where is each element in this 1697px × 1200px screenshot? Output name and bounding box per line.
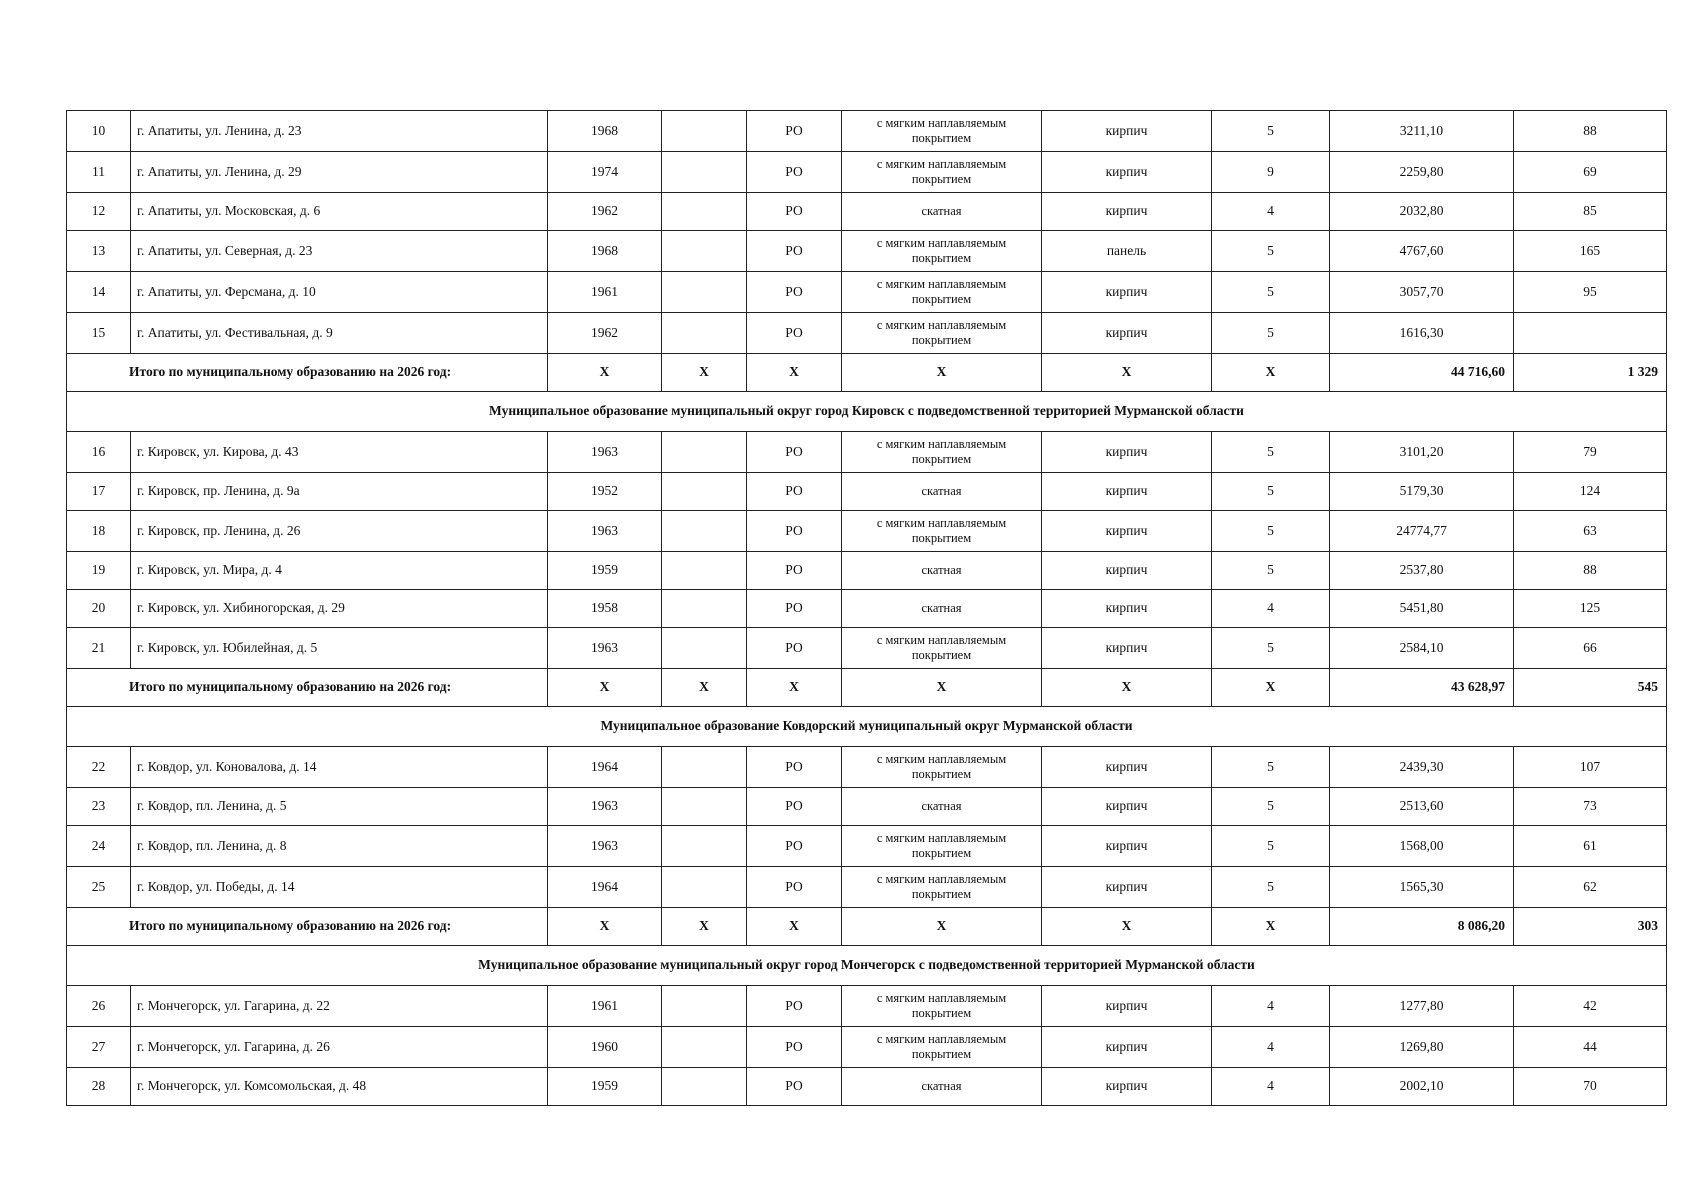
build-year-cell: 1952 [548, 473, 662, 511]
wall-material-cell: кирпич [1042, 552, 1212, 590]
table-row [67, 788, 1667, 826]
extra-cell-cell [662, 272, 747, 313]
total-x-mark-cell: X [747, 669, 842, 707]
residents-cell: 44 [1514, 1027, 1667, 1068]
ro-mark-cell: РО [747, 313, 842, 354]
total-x-mark-cell: X [842, 669, 1042, 707]
floors-cell: 5 [1212, 313, 1330, 354]
municipality-heading-cell: Муниципальное образование муниципальный округ город Кировск с подведомственной территорией Мурманской области [67, 392, 1667, 432]
wall-material-cell: кирпич [1042, 747, 1212, 788]
address-cell: г. Кировск, пр. Ленина, д. 9а [131, 473, 548, 511]
address-cell: г. Апатиты, ул. Ленина, д. 23 [131, 111, 548, 152]
total-x-mark-cell: X [548, 669, 662, 707]
address-cell: г. Кировск, пр. Ленина, д. 26 [131, 511, 548, 552]
total-x-mark-cell: X [662, 669, 747, 707]
residents-cell: 88 [1514, 552, 1667, 590]
residents-cell: 69 [1514, 152, 1667, 193]
municipality-heading-row [67, 946, 1667, 986]
ro-mark-cell: РО [747, 272, 842, 313]
ro-mark-cell: РО [747, 1068, 842, 1106]
area-cell: 5451,80 [1330, 590, 1514, 628]
roof-type-cell: скатная [842, 590, 1042, 628]
floors-cell: 5 [1212, 826, 1330, 867]
row-number-cell: 14 [67, 272, 131, 313]
wall-material-cell: кирпич [1042, 432, 1212, 473]
residents-cell: 66 [1514, 628, 1667, 669]
row-number-cell: 16 [67, 432, 131, 473]
row-number-cell: 20 [67, 590, 131, 628]
ro-mark-cell: РО [747, 193, 842, 231]
roof-type-cell: с мягким наплавляемым покрытием [842, 986, 1042, 1027]
table-row [67, 313, 1667, 354]
row-number-cell: 10 [67, 111, 131, 152]
wall-material-cell: кирпич [1042, 272, 1212, 313]
row-number-cell: 13 [67, 231, 131, 272]
municipality-total-row [67, 669, 1667, 707]
ro-mark-cell: РО [747, 511, 842, 552]
extra-cell-cell [662, 511, 747, 552]
residents-cell: 124 [1514, 473, 1667, 511]
extra-cell-cell [662, 826, 747, 867]
floors-cell: 4 [1212, 590, 1330, 628]
table-row [67, 1068, 1667, 1106]
total-area-cell: 8 086,20 [1330, 908, 1514, 946]
table-row [67, 986, 1667, 1027]
area-cell: 1565,30 [1330, 867, 1514, 908]
total-x-mark-cell: X [662, 908, 747, 946]
build-year-cell: 1962 [548, 313, 662, 354]
total-residents-cell: 1 329 [1514, 354, 1667, 392]
table-row [67, 628, 1667, 669]
area-cell: 1616,30 [1330, 313, 1514, 354]
extra-cell-cell [662, 152, 747, 193]
wall-material-cell: кирпич [1042, 193, 1212, 231]
area-cell: 1277,80 [1330, 986, 1514, 1027]
floors-cell: 4 [1212, 1068, 1330, 1106]
build-year-cell: 1961 [548, 272, 662, 313]
roof-type-cell: скатная [842, 788, 1042, 826]
address-cell: г. Ковдор, пл. Ленина, д. 5 [131, 788, 548, 826]
extra-cell-cell [662, 432, 747, 473]
roof-type-cell: с мягким наплавляемым покрытием [842, 231, 1042, 272]
wall-material-cell: панель [1042, 231, 1212, 272]
residents-cell: 88 [1514, 111, 1667, 152]
row-number-cell: 18 [67, 511, 131, 552]
row-number-cell: 25 [67, 867, 131, 908]
total-x-mark-cell: X [548, 354, 662, 392]
area-cell: 3101,20 [1330, 432, 1514, 473]
roof-type-cell: с мягким наплавляемым покрытием [842, 826, 1042, 867]
extra-cell-cell [662, 1027, 747, 1068]
roof-type-cell: с мягким наплавляемым покрытием [842, 272, 1042, 313]
wall-material-cell: кирпич [1042, 511, 1212, 552]
row-number-cell: 22 [67, 747, 131, 788]
ro-mark-cell: РО [747, 788, 842, 826]
extra-cell-cell [662, 231, 747, 272]
address-cell: г. Кировск, ул. Мира, д. 4 [131, 552, 548, 590]
residents-cell: 61 [1514, 826, 1667, 867]
area-cell: 2513,60 [1330, 788, 1514, 826]
ro-mark-cell: РО [747, 986, 842, 1027]
floors-cell: 5 [1212, 473, 1330, 511]
extra-cell-cell [662, 1068, 747, 1106]
roof-type-cell: скатная [842, 552, 1042, 590]
floors-cell: 5 [1212, 231, 1330, 272]
floors-cell: 4 [1212, 986, 1330, 1027]
floors-cell: 4 [1212, 1027, 1330, 1068]
residents-cell: 70 [1514, 1068, 1667, 1106]
ro-mark-cell: РО [747, 590, 842, 628]
area-cell: 2259,80 [1330, 152, 1514, 193]
address-cell: г. Мончегорск, ул. Гагарина, д. 26 [131, 1027, 548, 1068]
area-cell: 2584,10 [1330, 628, 1514, 669]
row-number-cell: 28 [67, 1068, 131, 1106]
extra-cell-cell [662, 788, 747, 826]
row-number-cell: 24 [67, 826, 131, 867]
roof-type-cell: с мягким наплавляемым покрытием [842, 152, 1042, 193]
residents-cell: 107 [1514, 747, 1667, 788]
build-year-cell: 1974 [548, 152, 662, 193]
residents-cell: 85 [1514, 193, 1667, 231]
wall-material-cell: кирпич [1042, 473, 1212, 511]
area-cell: 2439,30 [1330, 747, 1514, 788]
roof-type-cell: с мягким наплавляемым покрытием [842, 747, 1042, 788]
wall-material-cell: кирпич [1042, 313, 1212, 354]
roof-type-cell: с мягким наплавляемым покрытием [842, 313, 1042, 354]
roof-type-cell: с мягким наплавляемым покрытием [842, 511, 1042, 552]
area-cell: 24774,77 [1330, 511, 1514, 552]
residents-cell: 95 [1514, 272, 1667, 313]
residents-cell: 79 [1514, 432, 1667, 473]
floors-cell: 5 [1212, 628, 1330, 669]
ro-mark-cell: РО [747, 628, 842, 669]
residents-cell: 63 [1514, 511, 1667, 552]
total-x-mark-cell: X [1212, 908, 1330, 946]
area-cell: 3057,70 [1330, 272, 1514, 313]
municipality-heading-row [67, 392, 1667, 432]
address-cell: г. Кировск, ул. Кирова, д. 43 [131, 432, 548, 473]
address-cell: г. Апатиты, ул. Фестивальная, д. 9 [131, 313, 548, 354]
address-cell: г. Апатиты, ул. Московская, д. 6 [131, 193, 548, 231]
wall-material-cell: кирпич [1042, 1027, 1212, 1068]
floors-cell: 5 [1212, 747, 1330, 788]
total-residents-cell: 303 [1514, 908, 1667, 946]
ro-mark-cell: РО [747, 552, 842, 590]
residents-cell: 42 [1514, 986, 1667, 1027]
area-cell: 5179,30 [1330, 473, 1514, 511]
build-year-cell: 1964 [548, 747, 662, 788]
total-x-mark-cell: X [747, 908, 842, 946]
address-cell: г. Апатиты, ул. Ферсмана, д. 10 [131, 272, 548, 313]
roof-type-cell: скатная [842, 193, 1042, 231]
ro-mark-cell: РО [747, 867, 842, 908]
address-cell: г. Кировск, ул. Юбилейная, д. 5 [131, 628, 548, 669]
build-year-cell: 1958 [548, 590, 662, 628]
municipality-heading-cell: Муниципальное образование муниципальный округ город Мончегорск с подведомственной территорией Мурманской области [67, 946, 1667, 986]
wall-material-cell: кирпич [1042, 1068, 1212, 1106]
municipality-total-row [67, 354, 1667, 392]
table-row [67, 193, 1667, 231]
residents-cell: 125 [1514, 590, 1667, 628]
total-label-cell: Итого по муниципальному образованию на 2026 год: [67, 354, 548, 392]
wall-material-cell: кирпич [1042, 788, 1212, 826]
row-number-cell: 21 [67, 628, 131, 669]
build-year-cell: 1962 [548, 193, 662, 231]
total-x-mark-cell: X [548, 908, 662, 946]
address-cell: г. Апатиты, ул. Ленина, д. 29 [131, 152, 548, 193]
table-row [67, 826, 1667, 867]
roof-type-cell: с мягким наплавляемым покрытием [842, 111, 1042, 152]
build-year-cell: 1964 [548, 867, 662, 908]
area-cell: 1568,00 [1330, 826, 1514, 867]
wall-material-cell: кирпич [1042, 111, 1212, 152]
ro-mark-cell: РО [747, 747, 842, 788]
roof-type-cell: с мягким наплавляемым покрытием [842, 432, 1042, 473]
wall-material-cell: кирпич [1042, 986, 1212, 1027]
address-cell: г. Кировск, ул. Хибиногорская, д. 29 [131, 590, 548, 628]
total-x-mark-cell: X [842, 354, 1042, 392]
build-year-cell: 1961 [548, 986, 662, 1027]
address-cell: г. Мончегорск, ул. Гагарина, д. 22 [131, 986, 548, 1027]
roof-type-cell: с мягким наплавляемым покрытием [842, 867, 1042, 908]
address-cell: г. Апатиты, ул. Северная, д. 23 [131, 231, 548, 272]
floors-cell: 5 [1212, 511, 1330, 552]
extra-cell-cell [662, 473, 747, 511]
municipality-total-row [67, 908, 1667, 946]
wall-material-cell: кирпич [1042, 826, 1212, 867]
build-year-cell: 1968 [548, 231, 662, 272]
table-row [67, 272, 1667, 313]
extra-cell-cell [662, 986, 747, 1027]
row-number-cell: 19 [67, 552, 131, 590]
extra-cell-cell [662, 552, 747, 590]
area-cell: 4767,60 [1330, 231, 1514, 272]
total-label-cell: Итого по муниципальному образованию на 2026 год: [67, 908, 548, 946]
row-number-cell: 26 [67, 986, 131, 1027]
roof-type-cell: скатная [842, 1068, 1042, 1106]
wall-material-cell: кирпич [1042, 590, 1212, 628]
area-cell: 3211,10 [1330, 111, 1514, 152]
residents-cell: 73 [1514, 788, 1667, 826]
build-year-cell: 1968 [548, 111, 662, 152]
build-year-cell: 1963 [548, 511, 662, 552]
municipality-heading-row [67, 707, 1667, 747]
table-row [67, 552, 1667, 590]
residents-cell: 165 [1514, 231, 1667, 272]
floors-cell: 5 [1212, 867, 1330, 908]
extra-cell-cell [662, 193, 747, 231]
table-row [67, 473, 1667, 511]
address-cell: г. Ковдор, ул. Коновалова, д. 14 [131, 747, 548, 788]
area-cell: 2537,80 [1330, 552, 1514, 590]
row-number-cell: 11 [67, 152, 131, 193]
extra-cell-cell [662, 313, 747, 354]
total-x-mark-cell: X [1212, 354, 1330, 392]
total-label-cell: Итого по муниципальному образованию на 2026 год: [67, 669, 548, 707]
table-row [67, 867, 1667, 908]
row-number-cell: 17 [67, 473, 131, 511]
table-row [67, 432, 1667, 473]
total-x-mark-cell: X [1042, 908, 1212, 946]
total-x-mark-cell: X [1212, 669, 1330, 707]
roof-type-cell: с мягким наплавляемым покрытием [842, 628, 1042, 669]
residents-cell [1514, 313, 1667, 354]
total-x-mark-cell: X [1042, 354, 1212, 392]
floors-cell: 5 [1212, 432, 1330, 473]
table-row [67, 152, 1667, 193]
build-year-cell: 1959 [548, 1068, 662, 1106]
area-cell: 2002,10 [1330, 1068, 1514, 1106]
ro-mark-cell: РО [747, 111, 842, 152]
total-x-mark-cell: X [662, 354, 747, 392]
housing-register-table [66, 110, 1667, 1106]
floors-cell: 4 [1212, 193, 1330, 231]
row-number-cell: 12 [67, 193, 131, 231]
build-year-cell: 1959 [548, 552, 662, 590]
floors-cell: 5 [1212, 552, 1330, 590]
floors-cell: 5 [1212, 788, 1330, 826]
extra-cell-cell [662, 111, 747, 152]
floors-cell: 5 [1212, 272, 1330, 313]
total-x-mark-cell: X [1042, 669, 1212, 707]
total-x-mark-cell: X [747, 354, 842, 392]
build-year-cell: 1960 [548, 1027, 662, 1068]
extra-cell-cell [662, 628, 747, 669]
extra-cell-cell [662, 867, 747, 908]
wall-material-cell: кирпич [1042, 152, 1212, 193]
extra-cell-cell [662, 747, 747, 788]
wall-material-cell: кирпич [1042, 867, 1212, 908]
roof-type-cell: с мягким наплавляемым покрытием [842, 1027, 1042, 1068]
ro-mark-cell: РО [747, 1027, 842, 1068]
build-year-cell: 1963 [548, 826, 662, 867]
row-number-cell: 27 [67, 1027, 131, 1068]
build-year-cell: 1963 [548, 432, 662, 473]
address-cell: г. Ковдор, ул. Победы, д. 14 [131, 867, 548, 908]
row-number-cell: 23 [67, 788, 131, 826]
table-row [67, 747, 1667, 788]
wall-material-cell: кирпич [1042, 628, 1212, 669]
area-cell: 2032,80 [1330, 193, 1514, 231]
floors-cell: 9 [1212, 152, 1330, 193]
ro-mark-cell: РО [747, 231, 842, 272]
address-cell: г. Мончегорск, ул. Комсомольская, д. 48 [131, 1068, 548, 1106]
table-row [67, 511, 1667, 552]
municipality-heading-cell: Муниципальное образование Ковдорский муниципальный округ Мурманской области [67, 707, 1667, 747]
total-area-cell: 44 716,60 [1330, 354, 1514, 392]
table-row [67, 111, 1667, 152]
ro-mark-cell: РО [747, 152, 842, 193]
floors-cell: 5 [1212, 111, 1330, 152]
total-area-cell: 43 628,97 [1330, 669, 1514, 707]
ro-mark-cell: РО [747, 473, 842, 511]
build-year-cell: 1963 [548, 788, 662, 826]
ro-mark-cell: РО [747, 432, 842, 473]
table-row [67, 231, 1667, 272]
roof-type-cell: скатная [842, 473, 1042, 511]
area-cell: 1269,80 [1330, 1027, 1514, 1068]
extra-cell-cell [662, 590, 747, 628]
ro-mark-cell: РО [747, 826, 842, 867]
residents-cell: 62 [1514, 867, 1667, 908]
build-year-cell: 1963 [548, 628, 662, 669]
table-row [67, 590, 1667, 628]
total-x-mark-cell: X [842, 908, 1042, 946]
table-row [67, 1027, 1667, 1068]
row-number-cell: 15 [67, 313, 131, 354]
address-cell: г. Ковдор, пл. Ленина, д. 8 [131, 826, 548, 867]
total-residents-cell: 545 [1514, 669, 1667, 707]
